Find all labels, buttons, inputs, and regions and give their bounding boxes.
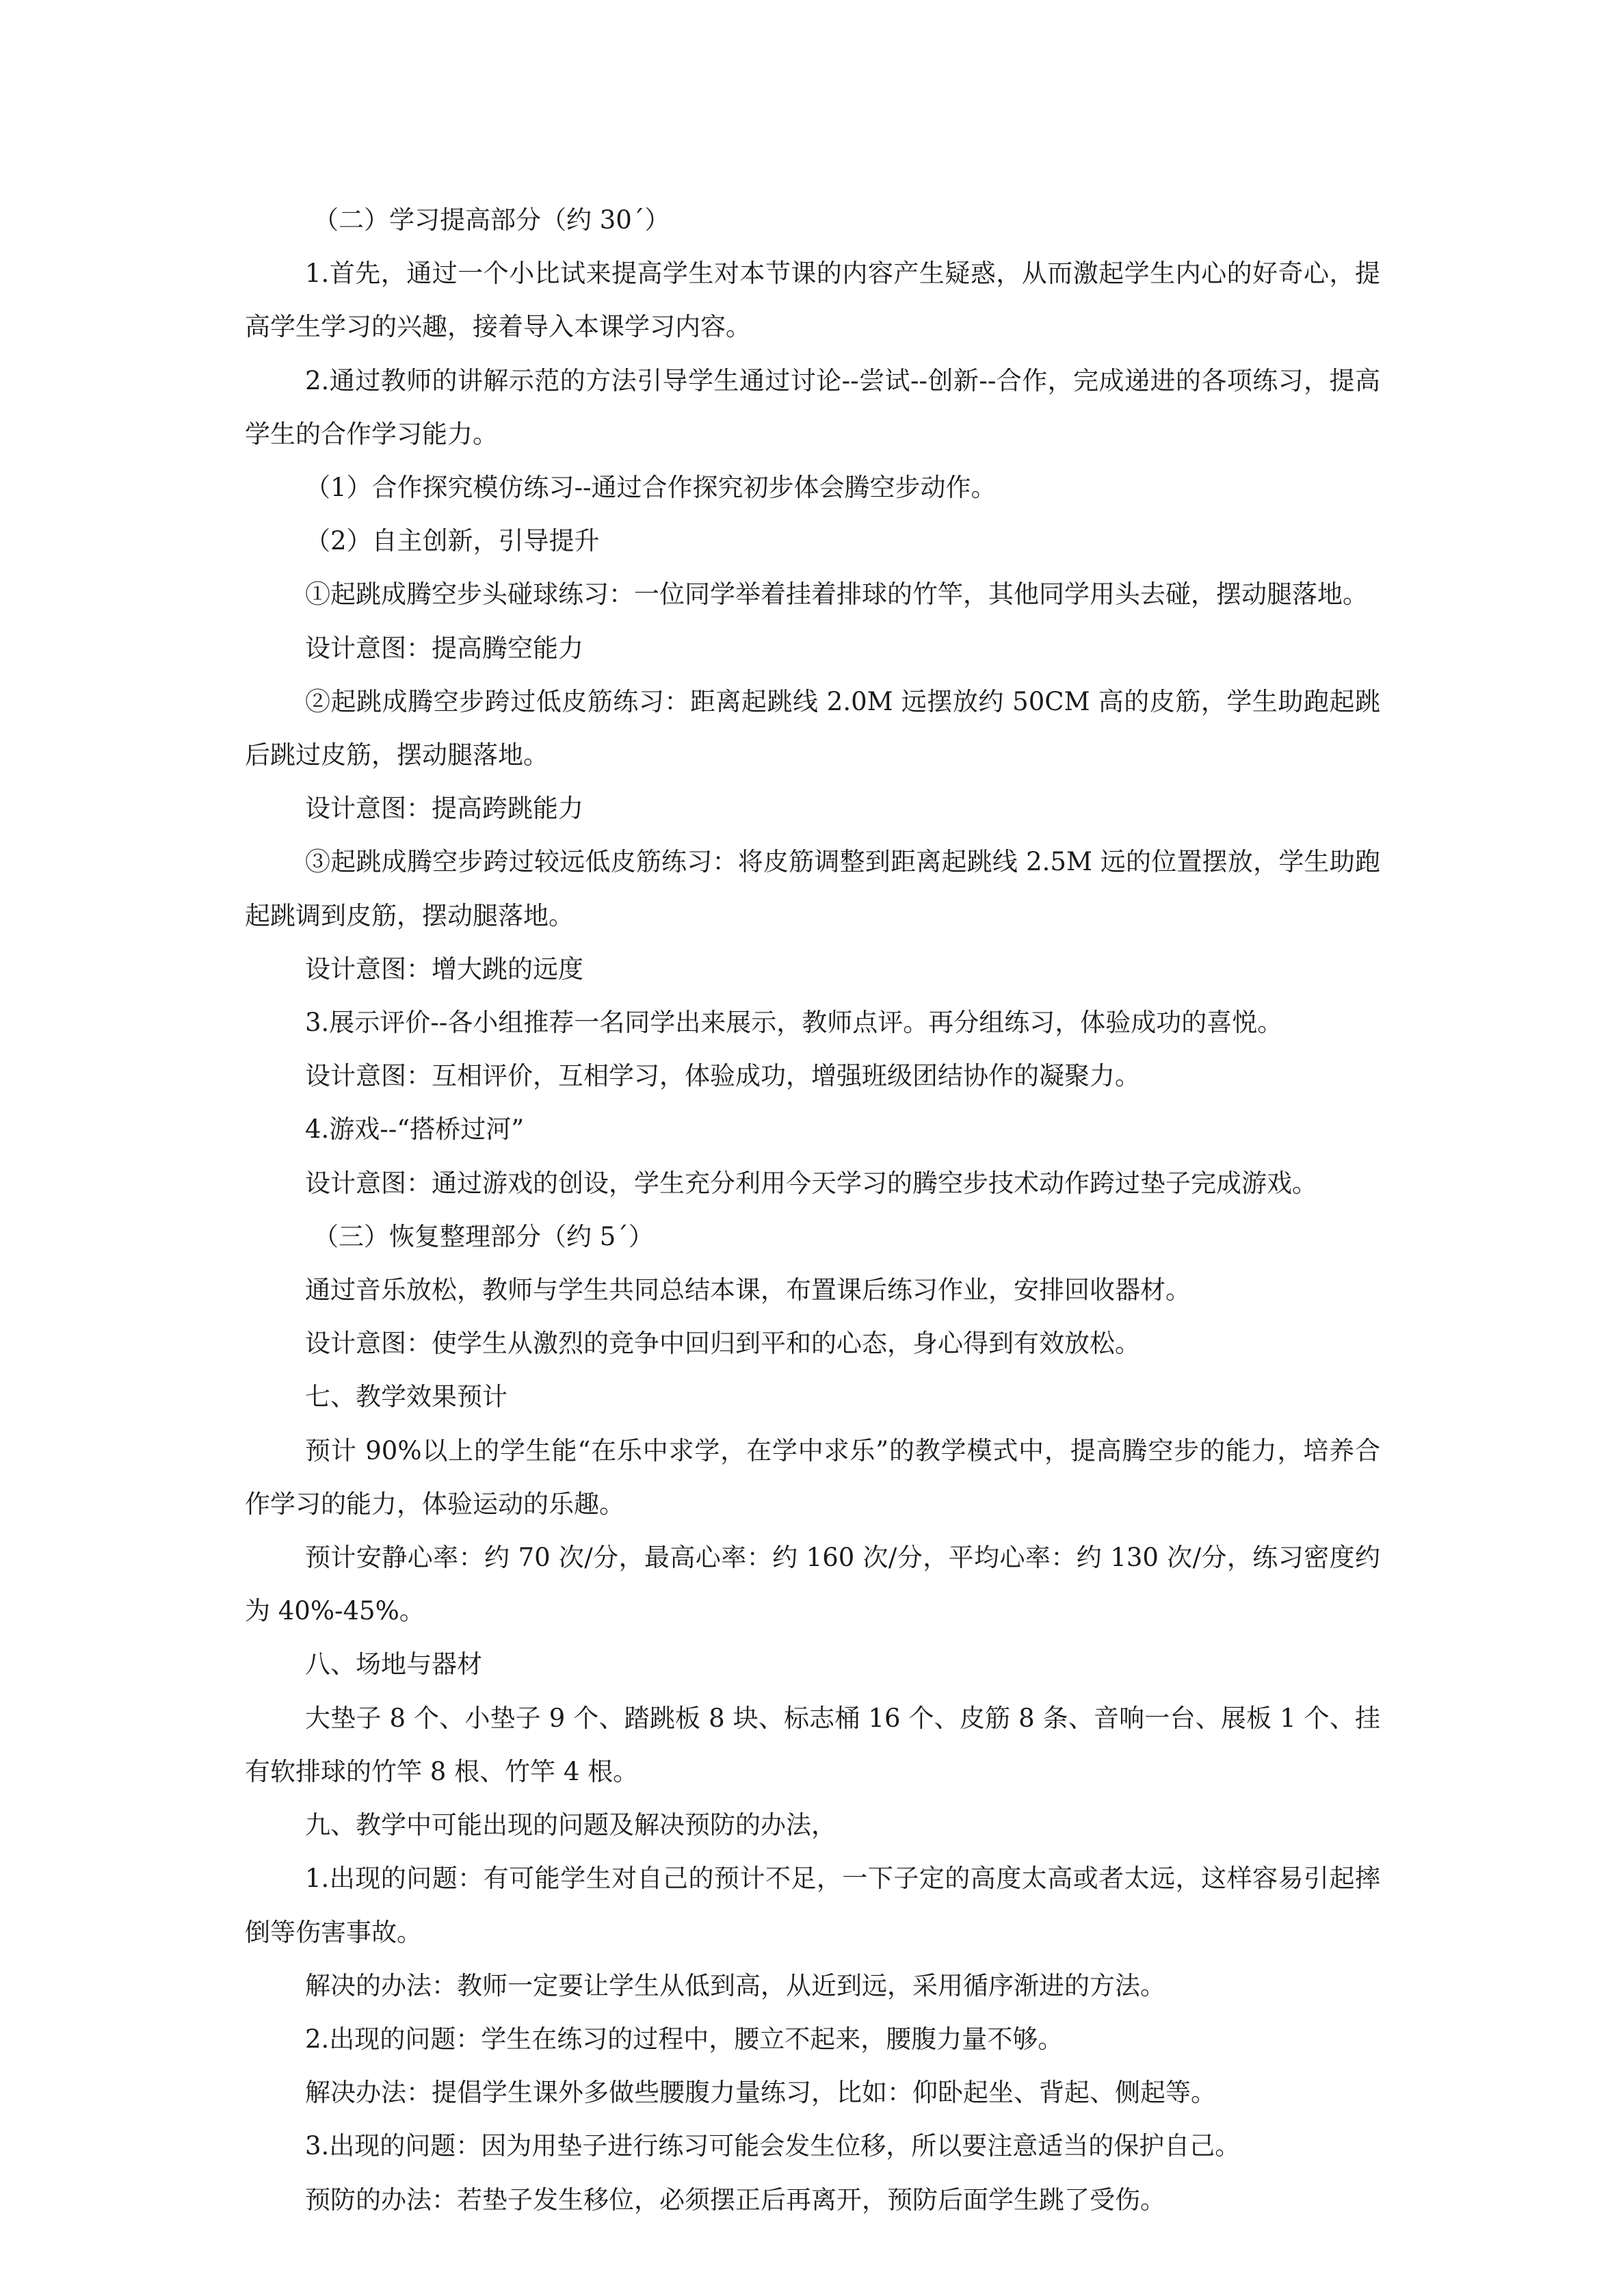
paragraph: 1.出现的问题：有可能学生对自己的预计不足，一下子定的高度太高或者太远，这样容易引起摔倒等伤害事故。 — [245, 1864, 1380, 1947]
paragraph: 4.游戏--“搭桥过河” — [305, 1114, 525, 1145]
paragraph: 3.出现的问题：因为用垫子进行练习可能会发生位移，所以要注意适当的保护自己。 — [305, 2131, 1241, 2161]
design-intent: 设计意图：提高腾空能力 — [305, 633, 583, 663]
paragraph: ③起跳成腾空步跨过较远低皮筋练习：将皮筋调整到距离起跳线 2.5M 远的位置摆放，学生助跑起跳调到皮筋，摆动腿落地。 — [245, 847, 1380, 930]
section-heading-practice: （二）学习提高部分（约 30´） — [313, 205, 670, 235]
paragraph: 预计安静心率：约 70 次/分，最高心率：约 160 次/分，平均心率：约 130 次/分，练习密度约为 40%-45%。 — [245, 1543, 1380, 1626]
paragraph: 大垫子 8 个、小垫子 9 个、踏跳板 8 块、标志桶 16 个、皮筋 8 条、音响一台、展板 1 个、挂有软排球的竹竿 8 根、竹竿 4 根。 — [245, 1703, 1380, 1786]
paragraph: 解决办法：提倡学生课外多做些腰腹力量练习，比如：仰卧起坐、背起、侧起等。 — [305, 2078, 1216, 2108]
paragraph: 2.出现的问题：学生在练习的过程中，腰立不起来，腰腹力量不够。 — [305, 2024, 1064, 2054]
design-intent: 设计意图：提高跨跳能力 — [305, 794, 583, 824]
design-intent: 设计意图：互相评价，互相学习，体验成功，增强班级团结协作的凝聚力。 — [305, 1061, 1140, 1091]
paragraph: ①起跳成腾空步头碰球练习：一位同学举着挂着排球的竹竿，其他同学用头去碰，摆动腿落地。 — [305, 579, 1368, 610]
design-intent: 设计意图：通过游戏的创设，学生充分利用今天学习的腾空步技术动作跨过垫子完成游戏。 — [305, 1168, 1317, 1198]
paragraph: （2）自主创新，引导提升 — [305, 526, 600, 556]
paragraph: 预防的办法：若垫子发生移位，必须摆正后再离开，预防后面学生跳了受伤。 — [305, 2184, 1165, 2215]
paragraph: ②起跳成腾空步跨过低皮筋练习：距离起跳线 2.0M 远摆放约 50CM 高的皮筋，学生助跑起跳后跳过皮筋，摆动腿落地。 — [245, 686, 1380, 770]
paragraph: 3.展示评价--各小组推荐一名同学出来展示，教师点评。再分组练习，体验成功的喜悦。 — [305, 1008, 1283, 1038]
section-heading-expected-effect: 七、教学效果预计 — [305, 1382, 508, 1412]
document-body — [245, 194, 1380, 2227]
design-intent: 设计意图：增大跳的远度 — [305, 954, 583, 984]
paragraph: 解决的办法：教师一定要让学生从低到高，从近到远，采用循序渐进的方法。 — [305, 1970, 1165, 2000]
paragraph: （1）合作探究模仿练习--通过合作探究初步体会腾空步动作。 — [305, 473, 997, 503]
paragraph: 2.通过教师的讲解示范的方法引导学生通过讨论--尝试--创新--合作，完成递进的各项练习，提高学生的合作学习能力。 — [245, 365, 1380, 449]
section-heading-cooldown: （三）恢复整理部分（约 5´） — [313, 1221, 654, 1251]
paragraph: 通过音乐放松，教师与学生共同总结本课，布置课后练习作业，安排回收器材。 — [305, 1275, 1191, 1305]
section-heading-equipment: 八、场地与器材 — [305, 1649, 482, 1680]
paragraph: 1.首先，通过一个小比试来提高学生对本节课的内容产生疑惑，从而激起学生内心的好奇心，提高学生学习的兴趣，接着导入本课学习内容。 — [245, 259, 1380, 342]
paragraph: 预计 90%以上的学生能“在乐中求学，在学中求乐”的教学模式中，提高腾空步的能力，培养合作学习的能力，体验运动的乐趣。 — [245, 1435, 1380, 1519]
section-heading-problems: 九、教学中可能出现的问题及解决预防的办法， — [305, 1810, 836, 1840]
design-intent: 设计意图：使学生从激烈的竞争中回归到平和的心态，身心得到有效放松。 — [305, 1329, 1140, 1359]
